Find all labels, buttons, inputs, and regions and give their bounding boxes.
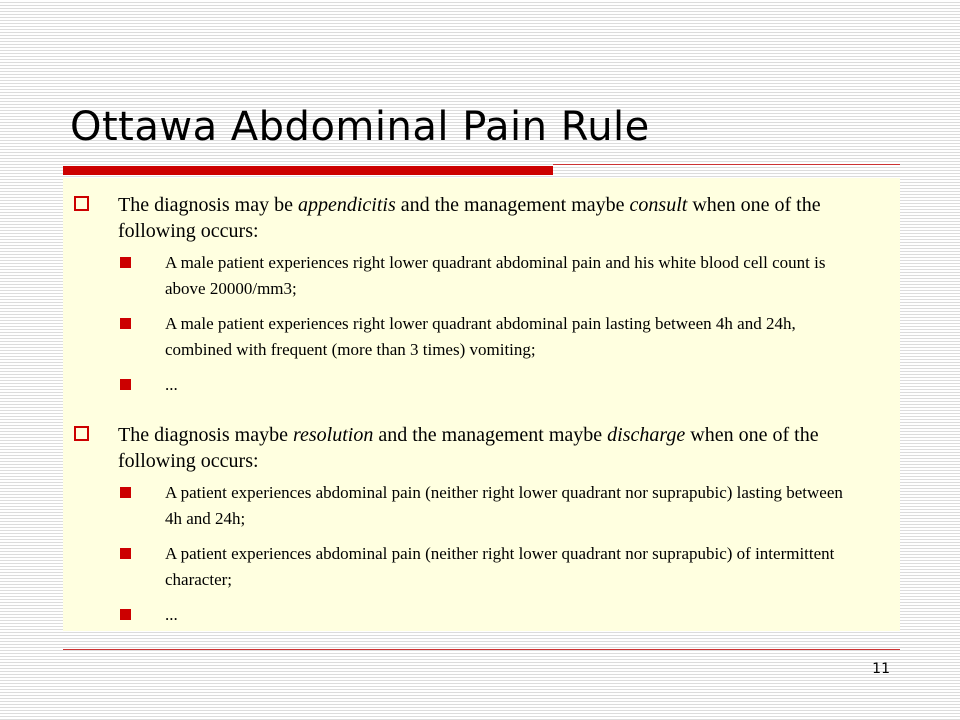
hollow-square-bullet-icon [74,426,89,441]
hollow-square-bullet-icon [74,196,89,211]
diagnosis-term: resolution [292,424,374,446]
filled-square-bullet-icon [120,379,131,390]
bullet-middle: and the management maybe [373,424,608,446]
bullet-outro: when one of the following occurs: [118,424,819,472]
title-accent-bar [63,166,553,175]
sub-bullet-text: A male patient experiences right lower quadrant abdominal pain and his white blood cell count is above 20000/mm3; [165,253,826,298]
sub-bullet-text: ... [165,605,178,624]
sub-bullet-item [118,541,870,593]
sub-bullet-item [118,372,870,398]
page-number: 11 [872,661,890,677]
management-term: discharge [607,424,686,446]
sub-bullet-text: A male patient experiences right lower quadrant abdominal pain lasting between 4h and 24h, combined with frequent (more than 3 times) vomiting; [165,314,796,359]
filled-square-bullet-icon [120,548,131,559]
bullet-list [63,192,900,637]
bullet-resolution [63,422,900,628]
management-term: consult [629,194,688,216]
sub-bullet-item [118,602,870,628]
sub-bullet-item [118,250,870,302]
bullet-middle: and the management maybe [395,194,630,216]
content-box [63,178,900,631]
sub-bullet-text: A patient experiences abdominal pain (neither right lower quadrant nor suprapubic) lasting between 4h and 24h; [165,483,843,528]
filled-square-bullet-icon [120,318,131,329]
title-rule-line [553,164,900,165]
filled-square-bullet-icon [120,487,131,498]
bullet-intro: The diagnosis maybe [118,424,293,446]
sub-bullet-item [118,480,870,532]
bullet-appendicitis [63,192,900,398]
diagnosis-term: appendicitis [297,194,396,216]
footer-rule-line [63,649,900,650]
slide-title: Ottawa Abdominal Pain Rule [70,104,650,150]
sub-bullet-list [118,480,870,628]
sub-bullet-text: A patient experiences abdominal pain (neither right lower quadrant nor suprapubic) of intermittent character; [165,544,835,589]
bullet-intro: The diagnosis may be [118,194,298,216]
bullet-outro: when one of the following occurs: [118,194,821,242]
filled-square-bullet-icon [120,257,131,268]
filled-square-bullet-icon [120,609,131,620]
sub-bullet-list [118,250,870,398]
sub-bullet-text: ... [165,375,178,394]
sub-bullet-item [118,311,870,363]
